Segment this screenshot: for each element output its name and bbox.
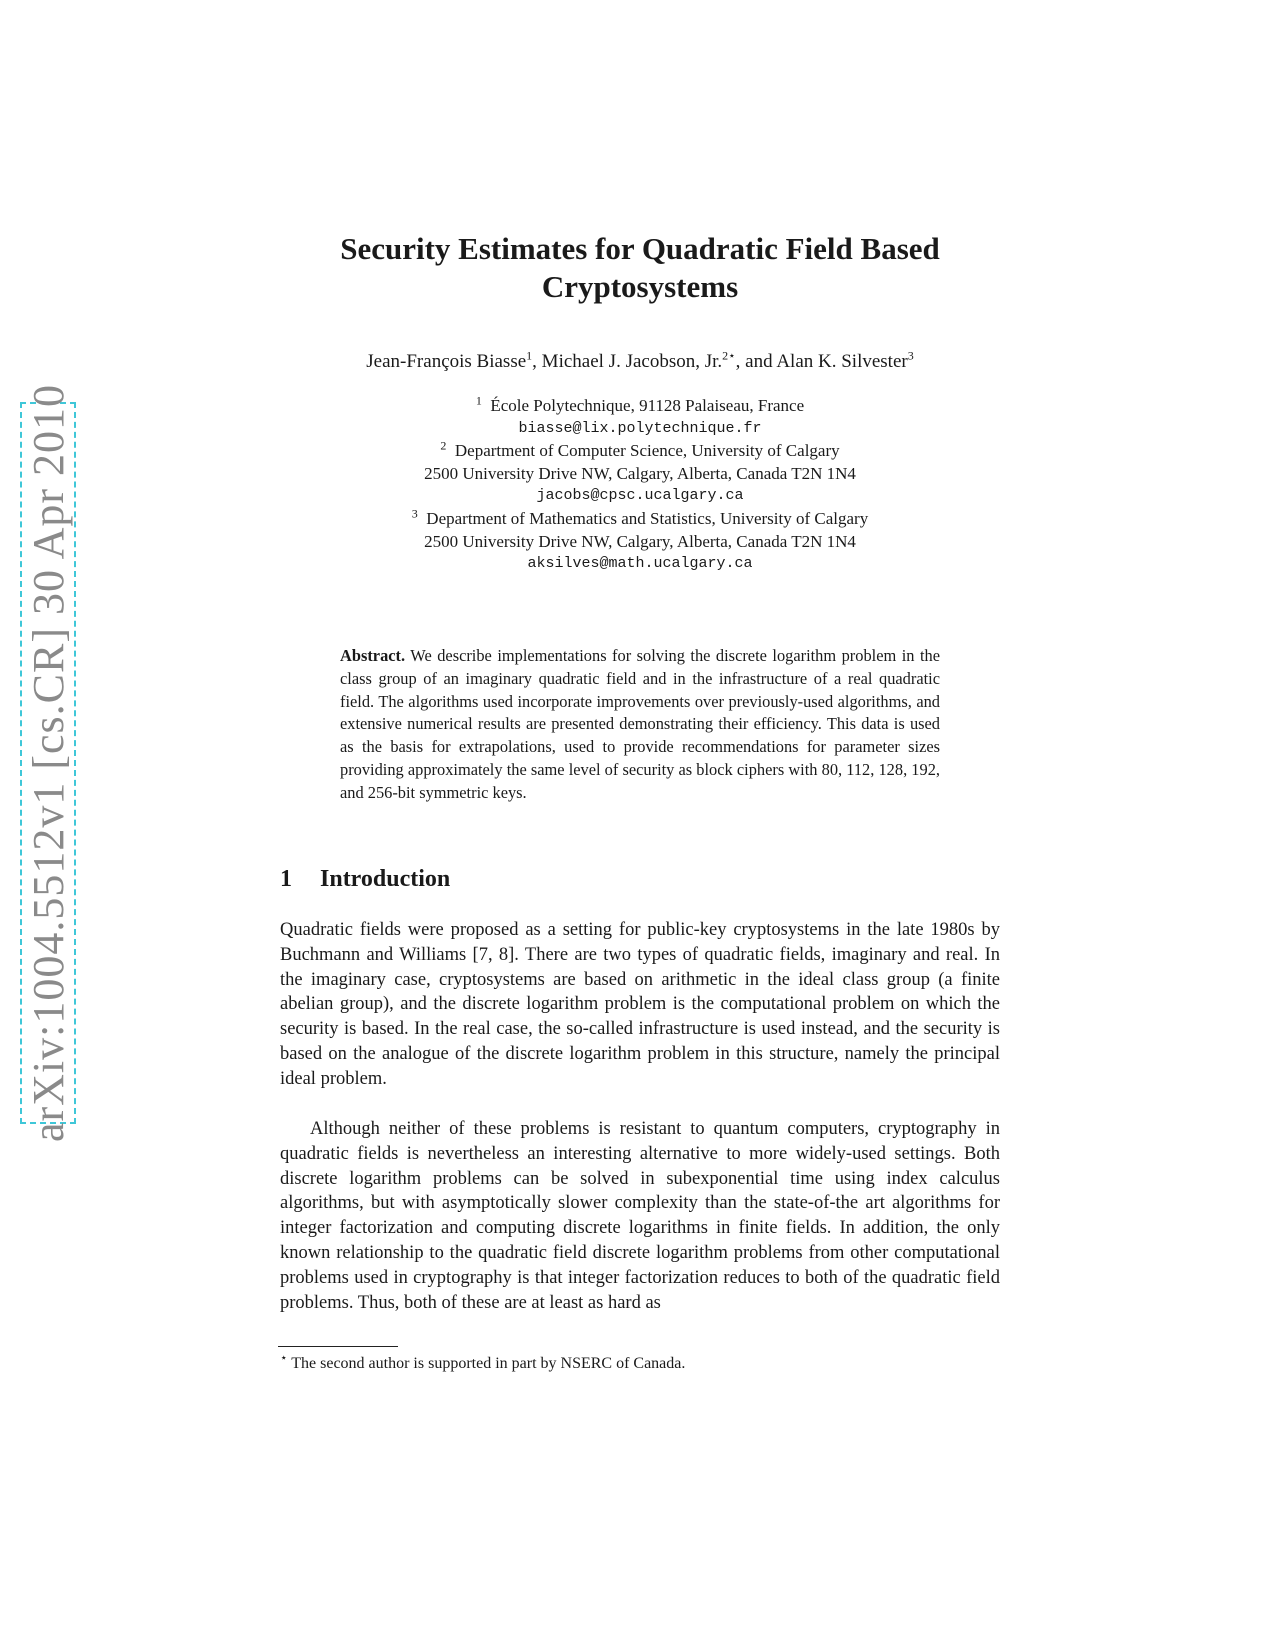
abstract-text: We describe implementations for solving the discrete logarithm problem in the class group of an imaginary quadratic field and in the infrastructure of a real quadratic field. The algorithms used incorporate improvements over previously-used algorithms, and extensive numerical results are presented demonstrating their efficiency. This data is used as the basis for extrapolations, used to provide recommendations for parameter sizes providing approximately the same level of security as block ciphers with 80, 112, 128, 192, and 256-bit symmetric keys. [340, 646, 940, 802]
affiliation-address: 2500 University Drive NW, Calgary, Alberta, Canada T2N 1N4 [424, 531, 856, 551]
author-separator: , and [735, 351, 777, 372]
section-heading [280, 866, 450, 893]
affiliation-email[interactable]: aksilves@math.ucalgary.ca [527, 555, 753, 573]
paper-title-line-1: Security Estimates for Quadratic Field Based [340, 231, 940, 266]
arxiv-side-stamp-container [20, 383, 76, 1143]
affiliation-name: École Polytechnique, 91128 Palaiseau, France [490, 396, 805, 415]
affiliation-mark: 3 [411, 506, 418, 521]
footnote-text: The second author is supported in part by NSERC of Canada. [291, 1355, 686, 1372]
affiliation-2 [240, 440, 1040, 508]
affiliation-name: Department of Mathematics and Statistics, University of Calgary [426, 508, 869, 528]
section-title: Introduction [320, 866, 451, 892]
author-affiliation-mark: 3 [907, 348, 914, 363]
affiliation-mark: 1 [475, 393, 482, 408]
footnote-mark: ⋆ [280, 1350, 288, 1365]
arxiv-side-stamp: arXiv:1004.5512v1 [cs.CR] 30 Apr 2010 [20, 402, 76, 1124]
author-affiliation-mark: 1 [526, 348, 533, 363]
author-affiliation-mark: 2⋆ [722, 348, 736, 363]
author-name: Jean-François Biasse [366, 351, 527, 372]
section-number: 1 [280, 866, 292, 892]
affiliation-1 [240, 395, 1040, 440]
affiliation-name: Department of Computer Science, University of Calgary [454, 441, 840, 461]
footnote-rule [278, 1346, 398, 1347]
footnote [280, 1350, 686, 1373]
abstract-label: Abstract. [340, 646, 406, 665]
paper-title-line-2: Cryptosystems [541, 269, 739, 304]
body-paragraph: Although neither of these problems is resistant to quantum computers, cryptography in quadratic fields is nevertheless an interesting alternative to more widely-used settings. Both discrete logarithm problems can be solved in subexponential time using index calculus algorithms, but with asymptotically slower complexity than the state-of-the art algorithms for integer factorization and computing discrete logarithms in finite fields. In addition, the only known relationship to the quadratic field discrete logarithm problems from other computational problems used in cryptography is that integer factorization reduces to both of the quadratic field problems. Thus, both of these are at least as hard as [280, 1119, 1000, 1313]
paper-title [240, 230, 1040, 306]
affiliation-email[interactable]: jacobs@cpsc.ucalgary.ca [536, 487, 744, 505]
affiliation-3 [240, 508, 1040, 576]
abstract [340, 645, 940, 805]
author-separator: , [532, 351, 542, 372]
affiliations [240, 395, 1040, 576]
author-name: Alan K. Silvester [776, 351, 908, 372]
body-paragraph: Quadratic fields were proposed as a setting for public-key cryptosystems in the late 1980s by Buchmann and Williams [7, 8]. There are two types of quadratic fields, imaginary and real. In the imaginary case, cryptosystems are based on arithmetic in the ideal class group (a finite abelian group), and the discrete logarithm problem is the computational problem on which the security is based. In the real case, the so-called infrastructure is used instead, and the security is based on the analogue of the discrete logarithm problem in this structure, namely the principal ideal problem. [280, 920, 1000, 1089]
author-list [240, 350, 1040, 374]
affiliation-mark: 2 [440, 438, 447, 453]
affiliation-email[interactable]: biasse@lix.polytechnique.fr [518, 419, 762, 437]
affiliation-address: 2500 University Drive NW, Calgary, Alberta, Canada T2N 1N4 [424, 463, 856, 483]
author-name: Michael J. Jacobson, Jr. [541, 351, 723, 372]
